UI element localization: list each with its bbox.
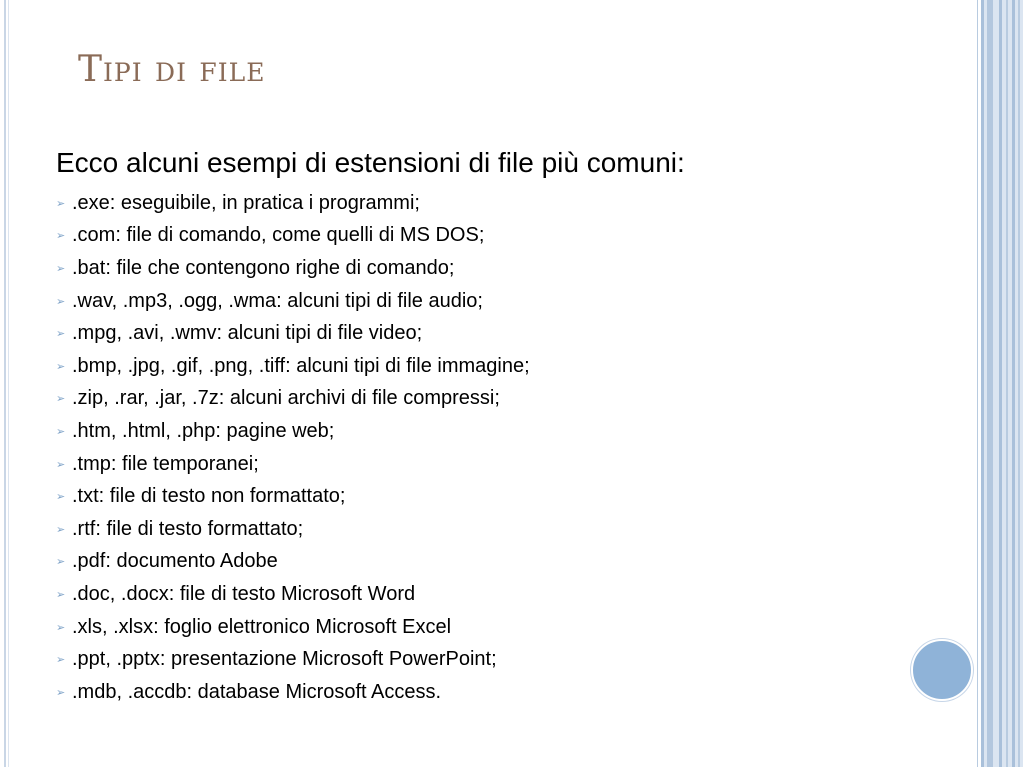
list-item (56, 611, 936, 644)
arrow-bullet-icon: ➢ (56, 393, 66, 406)
decorative-stripe (999, 0, 1002, 767)
list-item (56, 578, 936, 611)
left-frame-line (4, 0, 6, 767)
list-item (56, 317, 936, 350)
slide-title: Tipi di file (78, 49, 266, 90)
list-item (56, 676, 936, 709)
list-item-text: .mpg, .avi, .wmv: alcuni tipi di file video; (72, 322, 423, 345)
arrow-bullet-icon: ➢ (56, 262, 66, 275)
list-item-text: .wav, .mp3, .ogg, .wma: alcuni tipi di file audio; (72, 289, 483, 312)
decorative-stripe (1018, 0, 1020, 767)
list-item (56, 220, 936, 253)
list-item-text: .zip, .rar, .jar, .7z: alcuni archivi di file compressi; (72, 387, 500, 410)
decorative-stripe (981, 0, 984, 767)
arrow-bullet-icon: ➢ (56, 556, 66, 569)
decorative-stripe (987, 0, 993, 767)
left-frame-line-inner (8, 0, 9, 767)
slide-content (56, 143, 936, 709)
arrow-bullet-icon: ➢ (56, 458, 66, 471)
list-item-text: .mdb, .accdb: database Microsoft Access. (72, 680, 442, 703)
arrow-bullet-icon: ➢ (56, 686, 66, 699)
arrow-bullet-icon: ➢ (56, 523, 66, 536)
list-item (56, 252, 936, 285)
list-item-text: .bat: file che contengono righe di comando; (72, 256, 455, 279)
arrow-bullet-icon: ➢ (56, 328, 66, 341)
arrow-bullet-icon: ➢ (56, 654, 66, 667)
arrow-bullet-icon: ➢ (56, 491, 66, 504)
list-item-text: .xls, .xlsx: foglio elettronico Microsoft Excel (72, 615, 452, 638)
arrow-bullet-icon: ➢ (56, 588, 66, 601)
extension-list (56, 187, 936, 709)
arrow-bullet-icon: ➢ (56, 295, 66, 308)
list-item-text: .htm, .html, .php: pagine web; (72, 419, 335, 442)
list-item (56, 448, 936, 481)
list-item-text: .rtf: file di testo formattato; (72, 517, 304, 540)
list-item (56, 350, 936, 383)
list-item (56, 480, 936, 513)
intro-text: Ecco alcuni esempi di estensioni di file più comuni: (56, 147, 685, 178)
decorative-stripe (1012, 0, 1015, 767)
list-item (56, 187, 936, 220)
list-item-text: .tmp: file temporanei; (72, 452, 259, 475)
list-item (56, 415, 936, 448)
arrow-bullet-icon: ➢ (56, 360, 66, 373)
list-item (56, 546, 936, 579)
list-item-text: .bmp, .jpg, .gif, .png, .tiff: alcuni tipi di file immagine; (72, 354, 530, 377)
list-item (56, 643, 936, 676)
list-item-text: .pdf: documento Adobe (72, 550, 278, 573)
list-item (56, 383, 936, 416)
list-item-text: .doc, .docx: file di testo Microsoft Word (72, 582, 416, 605)
arrow-bullet-icon: ➢ (56, 425, 66, 438)
arrow-bullet-icon: ➢ (56, 197, 66, 210)
arrow-bullet-icon: ➢ (56, 621, 66, 634)
list-item-text: .txt: file di testo non formattato; (72, 485, 346, 508)
list-item-text: .exe: eseguibile, in pratica i programmi; (72, 191, 420, 214)
list-item-text: .ppt, .pptx: presentazione Microsoft PowerPoint; (72, 648, 497, 671)
list-item (56, 285, 936, 318)
decorative-stripe (1006, 0, 1008, 767)
arrow-bullet-icon: ➢ (56, 230, 66, 243)
list-item-text: .com: file di comando, come quelli di MS DOS; (72, 224, 485, 247)
list-item (56, 513, 936, 546)
